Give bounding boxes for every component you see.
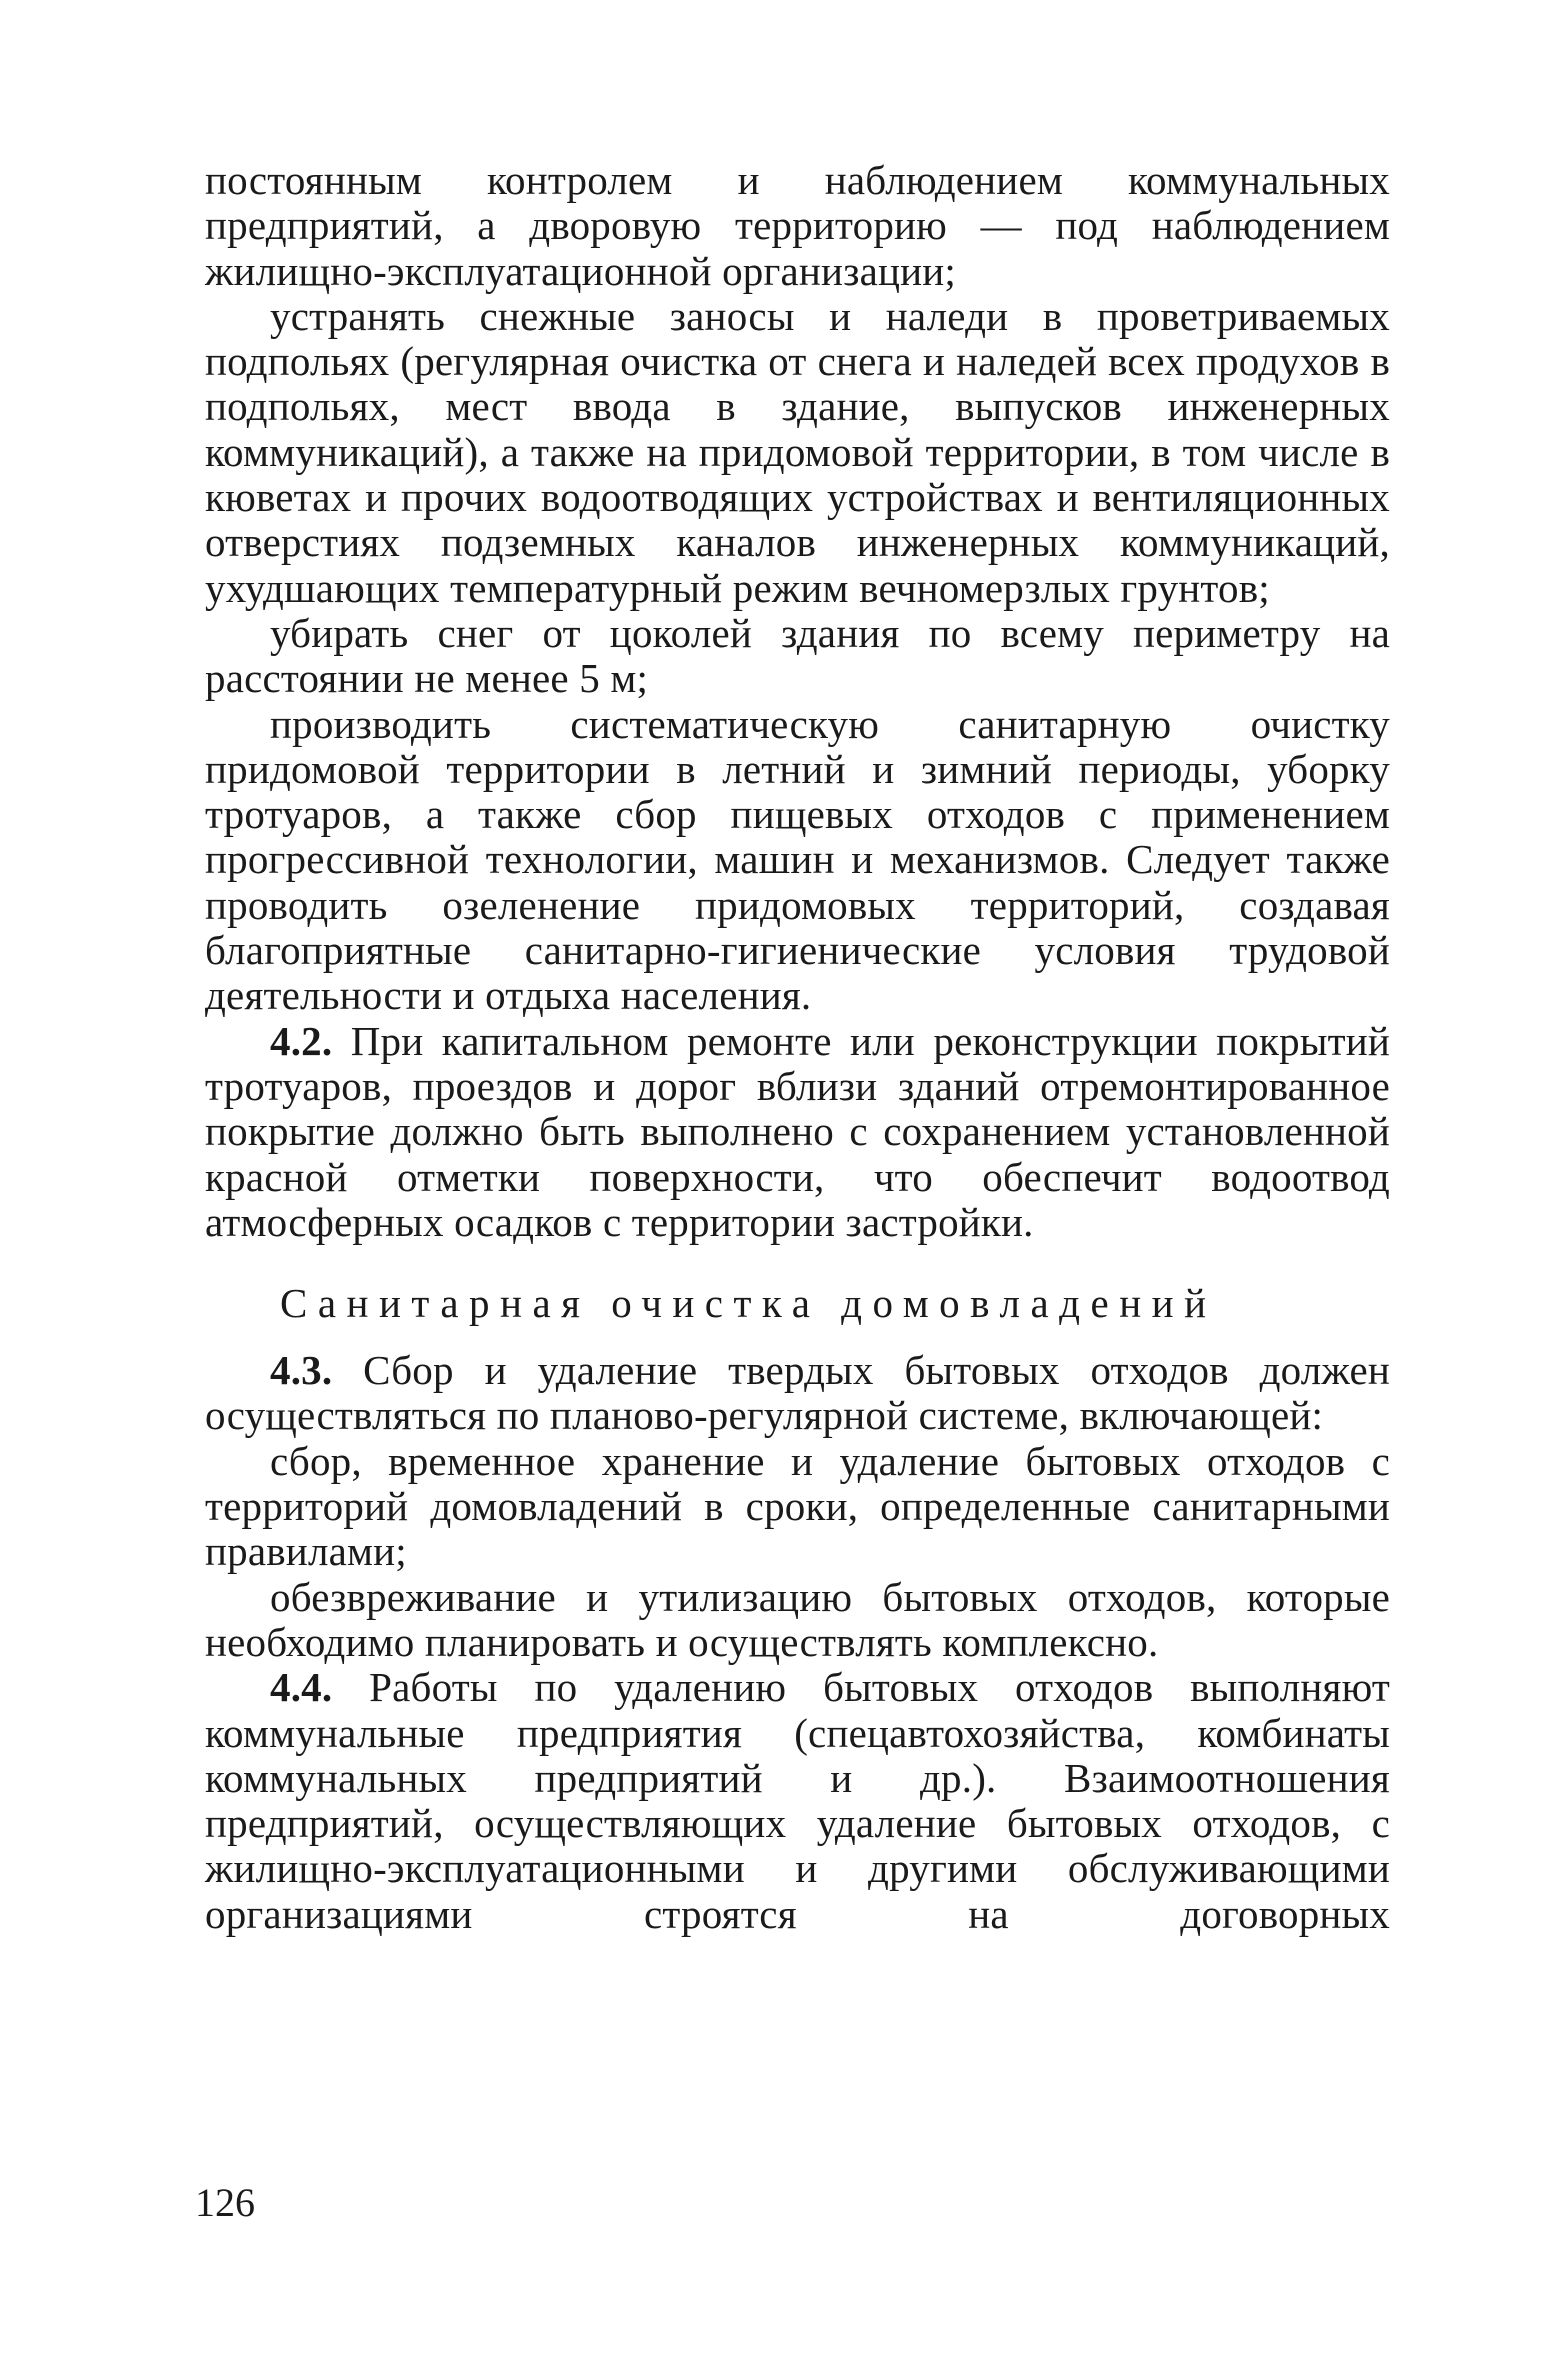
clause-number: 4.2. [270, 1017, 333, 1064]
paragraph [205, 702, 1390, 1019]
paragraph-text: Сбор и удаление твердых бытовых отходов должен осуществляться по планово-регулярной системе, включающей: [205, 1347, 1390, 1439]
paragraph [205, 158, 1390, 294]
paragraph-text: сбор, временное хранение и удаление бытовых отходов с территорий домовладений в сроки, определенные санитарными правилами; [205, 1437, 1390, 1575]
paragraph-text: постоянным контролем и наблюдением коммунальных предприятий, а дворовую территорию — под наблюдением жилищно-эксплуатационной организации; [205, 157, 1390, 294]
paragraph [205, 1019, 1390, 1245]
paragraph [205, 1348, 1390, 1439]
document-page [205, 158, 1390, 1937]
body-text-top [205, 158, 1390, 1245]
paragraph-text: Работы по удалению бытовых отходов выполняют коммунальные предприятия (спецавтохозяйства, комбинаты коммунальных предприятий и др.). Взаимоотношения предприятий, осуществляющих удаление бытовых отходов, с жилищно-эксплуатационными и другими обслуживающими организациями строятся на договорных [205, 1664, 1390, 1937]
clause-number: 4.3. [270, 1347, 333, 1394]
paragraph [205, 1575, 1390, 1666]
paragraph-text: При капитальном ремонте или реконструкции покрытий тротуаров, проездов и дорог вблизи зданий отремонтированное покрытие должно быть выполнено с сохранением установленной красной отметки поверхности, что обеспечит водоотвод атмосферных осадков с территории застройки. [205, 1017, 1390, 1245]
page-number: 126 [195, 2180, 255, 2225]
paragraph [205, 1439, 1390, 1575]
paragraph [205, 294, 1390, 611]
paragraph-text: устранять снежные заносы и наледи в проветриваемых подпольях (регулярная очистка от снега и наледей всех продухов в подпольях, мест ввода в здание, выпусков инженерных коммуникаций), а также на придомовой территории, в том числе в кюветах и прочих водоотводящих устройствах и вентиляционных отверстиях подземных каналов инженерных коммуникаций, ухудшающих температурный режим вечномерзлых грунтов; [205, 292, 1390, 611]
section-heading: Санитарная очистка домовладений [280, 1280, 1217, 1327]
paragraph-text: производить систематическую санитарную очистку придомовой территории в летний и зимний периоды, уборку тротуаров, а также сбор пищевых отходов с применением прогрессивной технологии, машин и механизмов. Следует также проводить озеленение придомовых территорий, создавая благоприятные санитарно-гигиенические условия трудовой деятельности и отдыха населения. [205, 700, 1390, 1019]
clause-number: 4.4. [270, 1664, 333, 1711]
paragraph [205, 1665, 1390, 1937]
paragraph-text: убирать снег от цоколей здания по всему периметру на расстоянии не менее 5 м; [205, 609, 1390, 702]
body-text-bottom [205, 1348, 1390, 1937]
paragraph [205, 611, 1390, 702]
paragraph-text: обезвреживание и утилизацию бытовых отходов, которые необходимо планировать и осуществлять комплексно. [205, 1573, 1390, 1665]
